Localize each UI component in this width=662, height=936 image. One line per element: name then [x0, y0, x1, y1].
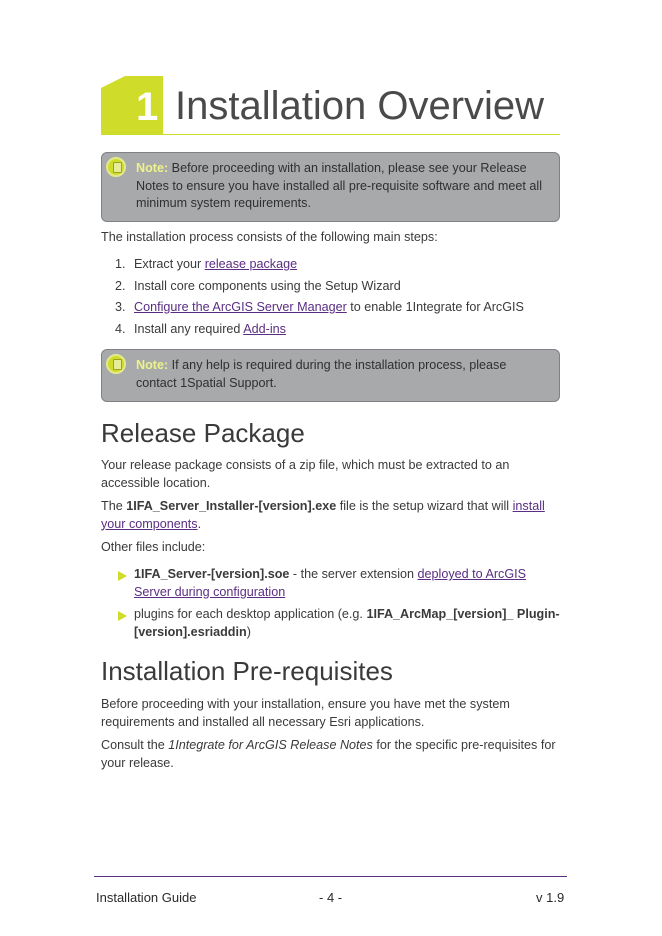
bullet-triangle-icon: [118, 611, 127, 621]
text: for the specific pre-requisites for your release.: [101, 738, 556, 770]
page-number: - 4 -: [319, 890, 343, 905]
step-text: to enable 1Integrate for ArcGIS: [346, 300, 524, 315]
note-label: Note:: [136, 161, 169, 175]
files-list: [101, 566, 561, 646]
list-item: [101, 278, 561, 300]
install-components-link[interactable]: install your components: [101, 499, 545, 531]
note-text: Before proceeding with an installation, please see your Release Notes to ensure you have installed all pre-requisite software and meet all minimum system requirements.: [136, 161, 543, 210]
step-number: 3.: [115, 300, 126, 315]
steps-list: [101, 256, 561, 342]
prerequisites-paragraph: Before proceeding with your installation, ensure you have met the system requirements and installed all necessary Esri applications.: [101, 697, 510, 729]
release-package-link[interactable]: release package: [204, 257, 298, 271]
release-package-heading: Release Package: [101, 418, 305, 448]
text: Consult the: [101, 738, 169, 752]
configure-server-manager-link[interactable]: Configure the ArcGIS Server Manager: [134, 300, 347, 315]
deployed-to-server-link[interactable]: deployed to ArcGIS Server during configuration: [134, 567, 527, 599]
soe-filename: 1IFA_Server-[version].soe: [134, 567, 290, 581]
text: file is the setup wizard that will: [336, 499, 513, 513]
step-text: Extract your: [134, 257, 205, 271]
bullet-triangle-icon: [118, 571, 127, 581]
step-number: 2.: [115, 278, 126, 293]
plugin-filename: 1IFA_ArcMap_[version]_ Plugin-[version].esriaddin: [134, 607, 560, 639]
installer-filename: 1IFA_Server_Installer-[version].exe: [126, 499, 337, 513]
list-item: [101, 299, 561, 321]
add-ins-link[interactable]: Add-ins: [243, 321, 286, 336]
list-item: [101, 566, 561, 601]
release-notes-paragraph: [101, 737, 561, 772]
step-number: 4.: [115, 321, 126, 336]
intro-text: The installation process consists of the following main steps:: [101, 230, 438, 244]
release-notes-title: 1Integrate for ArcGIS Release Notes: [168, 738, 373, 752]
step-text: Install core components using the Setup Wizard: [134, 278, 401, 293]
text: - the server extension: [289, 567, 418, 581]
other-files-text: Other files include:: [101, 540, 206, 554]
step-number: 1.: [115, 257, 126, 271]
step-text: Install any required: [134, 321, 244, 336]
text: plugins for each desktop application (e.g.: [134, 607, 367, 622]
text: The: [101, 499, 127, 513]
note-icon: [106, 354, 126, 374]
text: .: [197, 516, 202, 531]
text: ): [246, 624, 251, 639]
list-item: [101, 256, 561, 278]
release-paragraph: Your release package consists of a zip file, which must be extracted to an accessible location.: [101, 458, 510, 490]
list-item: [101, 606, 561, 641]
note-icon: [106, 157, 126, 177]
chapter-number: 1: [136, 85, 159, 129]
note-label: Note:: [136, 358, 169, 372]
footer-guide-name: Installation Guide: [96, 890, 197, 905]
list-item: [101, 321, 561, 343]
footer-rule: [94, 876, 567, 877]
title-rule: [101, 134, 560, 135]
page-title: Installation Overview: [175, 84, 545, 128]
note-box-prerequisites: [101, 152, 560, 222]
installer-paragraph: [101, 498, 561, 533]
prerequisites-heading: Installation Pre-requisites: [101, 656, 393, 686]
note-box-support: [101, 349, 560, 402]
version-label: v 1.9: [536, 890, 565, 905]
note-text: If any help is required during the installation process, please contact 1Spatial Support.: [136, 358, 507, 390]
